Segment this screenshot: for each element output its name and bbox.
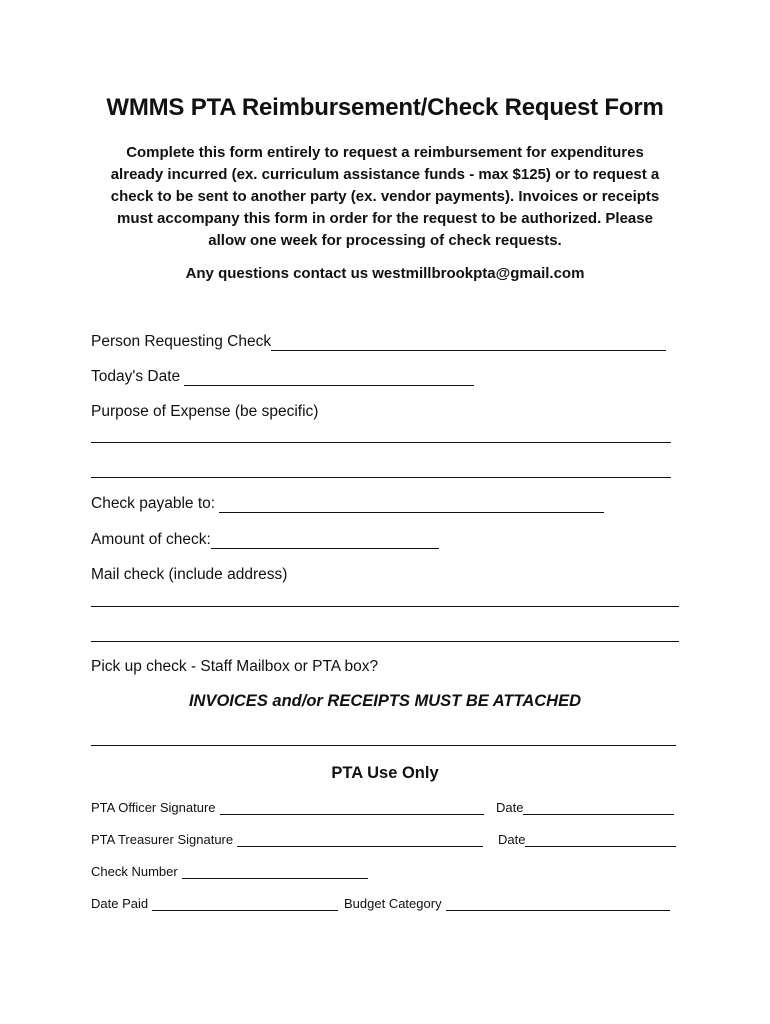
form-title: WMMS PTA Reimbursement/Check Request Form <box>106 94 664 121</box>
officer-date-row <box>496 800 674 815</box>
date-paid-row <box>91 896 338 911</box>
pta-use-heading: PTA Use Only <box>331 764 439 782</box>
person-requesting-row <box>91 333 666 351</box>
mail-address-line-1[interactable] <box>91 605 679 607</box>
attachment-notice: INVOICES and/or RECEIPTS MUST BE ATTACHED <box>188 692 582 710</box>
form-instructions <box>95 142 675 252</box>
mail-check-label: Mail check (include address) <box>91 566 288 583</box>
officer-signature-row <box>91 800 484 815</box>
amount-label: Amount of check: <box>91 531 211 548</box>
purpose-line-2[interactable] <box>91 476 671 478</box>
instruction-line: Complete this form entirely to request a reimbursement for expenditures <box>126 144 644 161</box>
instruction-line: allow one week for processing of check requests. <box>208 232 562 249</box>
check-number-label: Check Number <box>91 864 178 879</box>
instruction-line: check to be sent to another party (ex. vendor payments). Invoices or receipts <box>110 188 660 205</box>
treasurer-date-label: Date <box>498 832 526 847</box>
date-paid-label: Date Paid <box>91 896 149 911</box>
treasurer-signature-field[interactable] <box>237 834 483 847</box>
pick-up-label: Pick up check - Staff Mailbox or PTA box? <box>91 658 379 675</box>
amount-row <box>91 531 439 549</box>
instruction-line: must accompany this form in order for the request to be authorized. Please <box>117 210 653 227</box>
officer-signature-label: PTA Officer Signature <box>91 800 216 815</box>
payable-to-field[interactable] <box>219 498 604 513</box>
officer-date-label: Date <box>496 800 524 815</box>
mail-check-row <box>91 566 287 584</box>
treasurer-signature-row <box>91 832 483 847</box>
check-number-field[interactable] <box>182 866 368 879</box>
todays-date-label: Today's Date <box>91 368 181 385</box>
person-requesting-label: Person Requesting Check <box>91 333 272 350</box>
pick-up-row <box>91 658 378 676</box>
purpose-row <box>91 403 318 421</box>
section-divider <box>91 744 676 746</box>
contact-line: Any questions contact us westmillbrookpta@gmail.com <box>185 265 585 282</box>
budget-category-row <box>344 896 670 911</box>
amount-field[interactable] <box>211 534 439 549</box>
budget-category-field[interactable] <box>446 898 670 911</box>
todays-date-row <box>91 368 474 386</box>
officer-date-field[interactable] <box>523 802 674 815</box>
instruction-line: already incurred (ex. curriculum assistance funds - max $125) or to request a <box>110 166 660 183</box>
treasurer-signature-label: PTA Treasurer Signature <box>91 832 234 847</box>
purpose-line-1[interactable] <box>91 441 671 443</box>
payable-to-row <box>91 495 604 513</box>
budget-category-label: Budget Category <box>344 896 442 911</box>
person-requesting-field[interactable] <box>271 336 666 351</box>
treasurer-date-field[interactable] <box>525 834 676 847</box>
payable-to-label: Check payable to: <box>91 495 216 512</box>
todays-date-field[interactable] <box>184 371 474 386</box>
mail-address-line-2[interactable] <box>91 640 679 642</box>
treasurer-date-row <box>498 832 676 847</box>
check-number-row <box>91 864 368 879</box>
officer-signature-field[interactable] <box>220 802 484 815</box>
purpose-label: Purpose of Expense (be specific) <box>91 403 319 420</box>
date-paid-field[interactable] <box>152 898 338 911</box>
